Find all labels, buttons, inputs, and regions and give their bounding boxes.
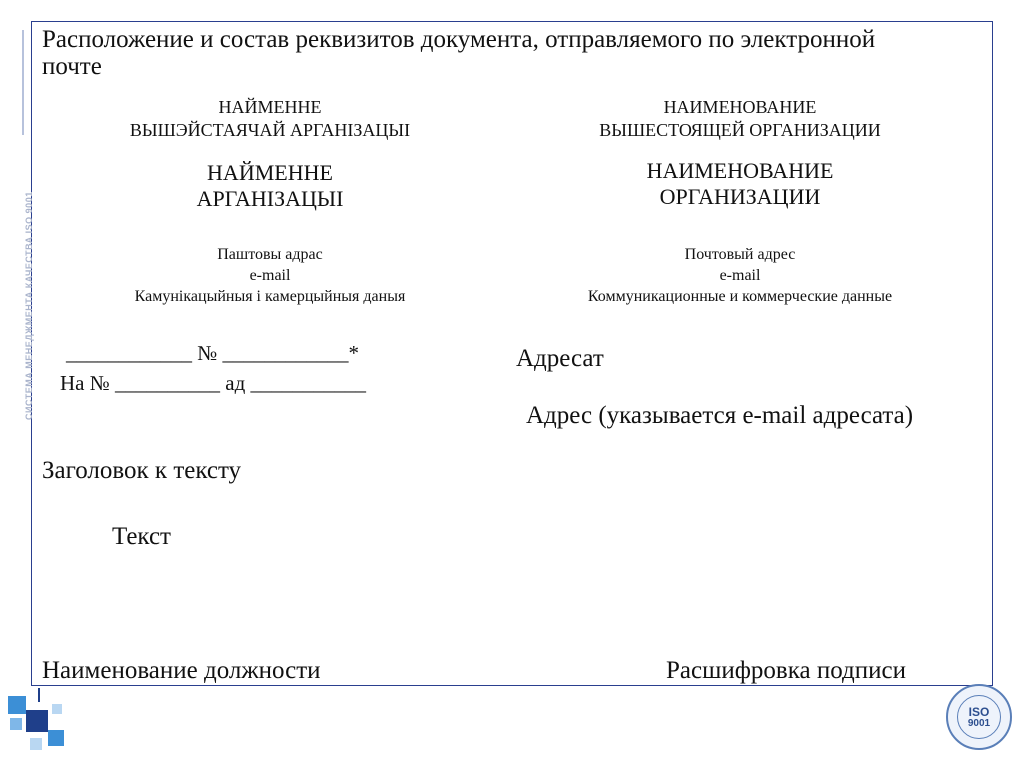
right-superior-org-line2: ВЫШЕСТОЯЩЕЙ ОРГАНИЗАЦИИ <box>599 120 881 140</box>
corner-squares-logo <box>0 680 80 767</box>
right-contacts <box>530 244 950 307</box>
left-org-name-line2: АРГАНІЗАЦЫІ <box>196 186 344 211</box>
left-org-name <box>60 160 480 212</box>
position-title: Наименование должности <box>42 657 321 684</box>
right-superior-org-line1: НАИМЕНОВАНИЕ <box>663 97 817 117</box>
signature-decoding: Расшифровка подписи <box>666 657 906 684</box>
registration-number-line: ____________ № ____________* <box>66 341 360 365</box>
left-email: e-mail <box>249 267 291 284</box>
side-divider <box>22 30 24 135</box>
left-superior-org-line2: ВЫШЭЙСТАЯЧАЙ АРГАНІЗАЦЫІ <box>129 120 411 140</box>
iso-9001-seal <box>946 684 1012 750</box>
iso-seal-label: ISO <box>968 704 990 719</box>
left-contacts <box>60 244 480 307</box>
addressee: Адресат <box>516 345 604 372</box>
left-superior-org <box>60 96 480 142</box>
page-title: Расположение и состав реквизитов документа, отправляемого по электронной почте <box>42 26 876 80</box>
right-postal-address: Почтовый адрес <box>684 246 796 263</box>
text-heading: Заголовок к тексту <box>42 457 242 484</box>
right-email: e-mail <box>719 267 761 284</box>
side-caption: СИСТЕМА МЕНЕДЖМЕНТА КАЧЕСТВА ISO 9001 <box>24 191 34 420</box>
body-text: Текст <box>112 523 171 550</box>
right-org-name <box>530 158 950 210</box>
iso-seal-center <box>957 695 1001 739</box>
addressee-address: Адрес (указывается e-mail адресата) <box>526 402 914 429</box>
left-comm-data: Камунікацыйныя і камерцыйныя даныя <box>134 288 406 305</box>
right-superior-org <box>530 96 950 142</box>
left-org-name-line1: НАЙМЕННЕ <box>207 160 333 185</box>
iso-seal-number: 9001 <box>967 717 991 729</box>
left-superior-org-line1: НАЙМЕННЕ <box>218 97 322 117</box>
reference-number-line: На № __________ ад ___________ <box>60 371 367 395</box>
right-org-name-line1: НАИМЕНОВАНИЕ <box>646 158 834 183</box>
right-org-name-line2: ОРГАНИЗАЦИИ <box>659 184 821 209</box>
left-postal-address: Паштовы адрас <box>217 246 323 263</box>
right-comm-data: Коммуникационные и коммерческие данные <box>587 288 893 305</box>
